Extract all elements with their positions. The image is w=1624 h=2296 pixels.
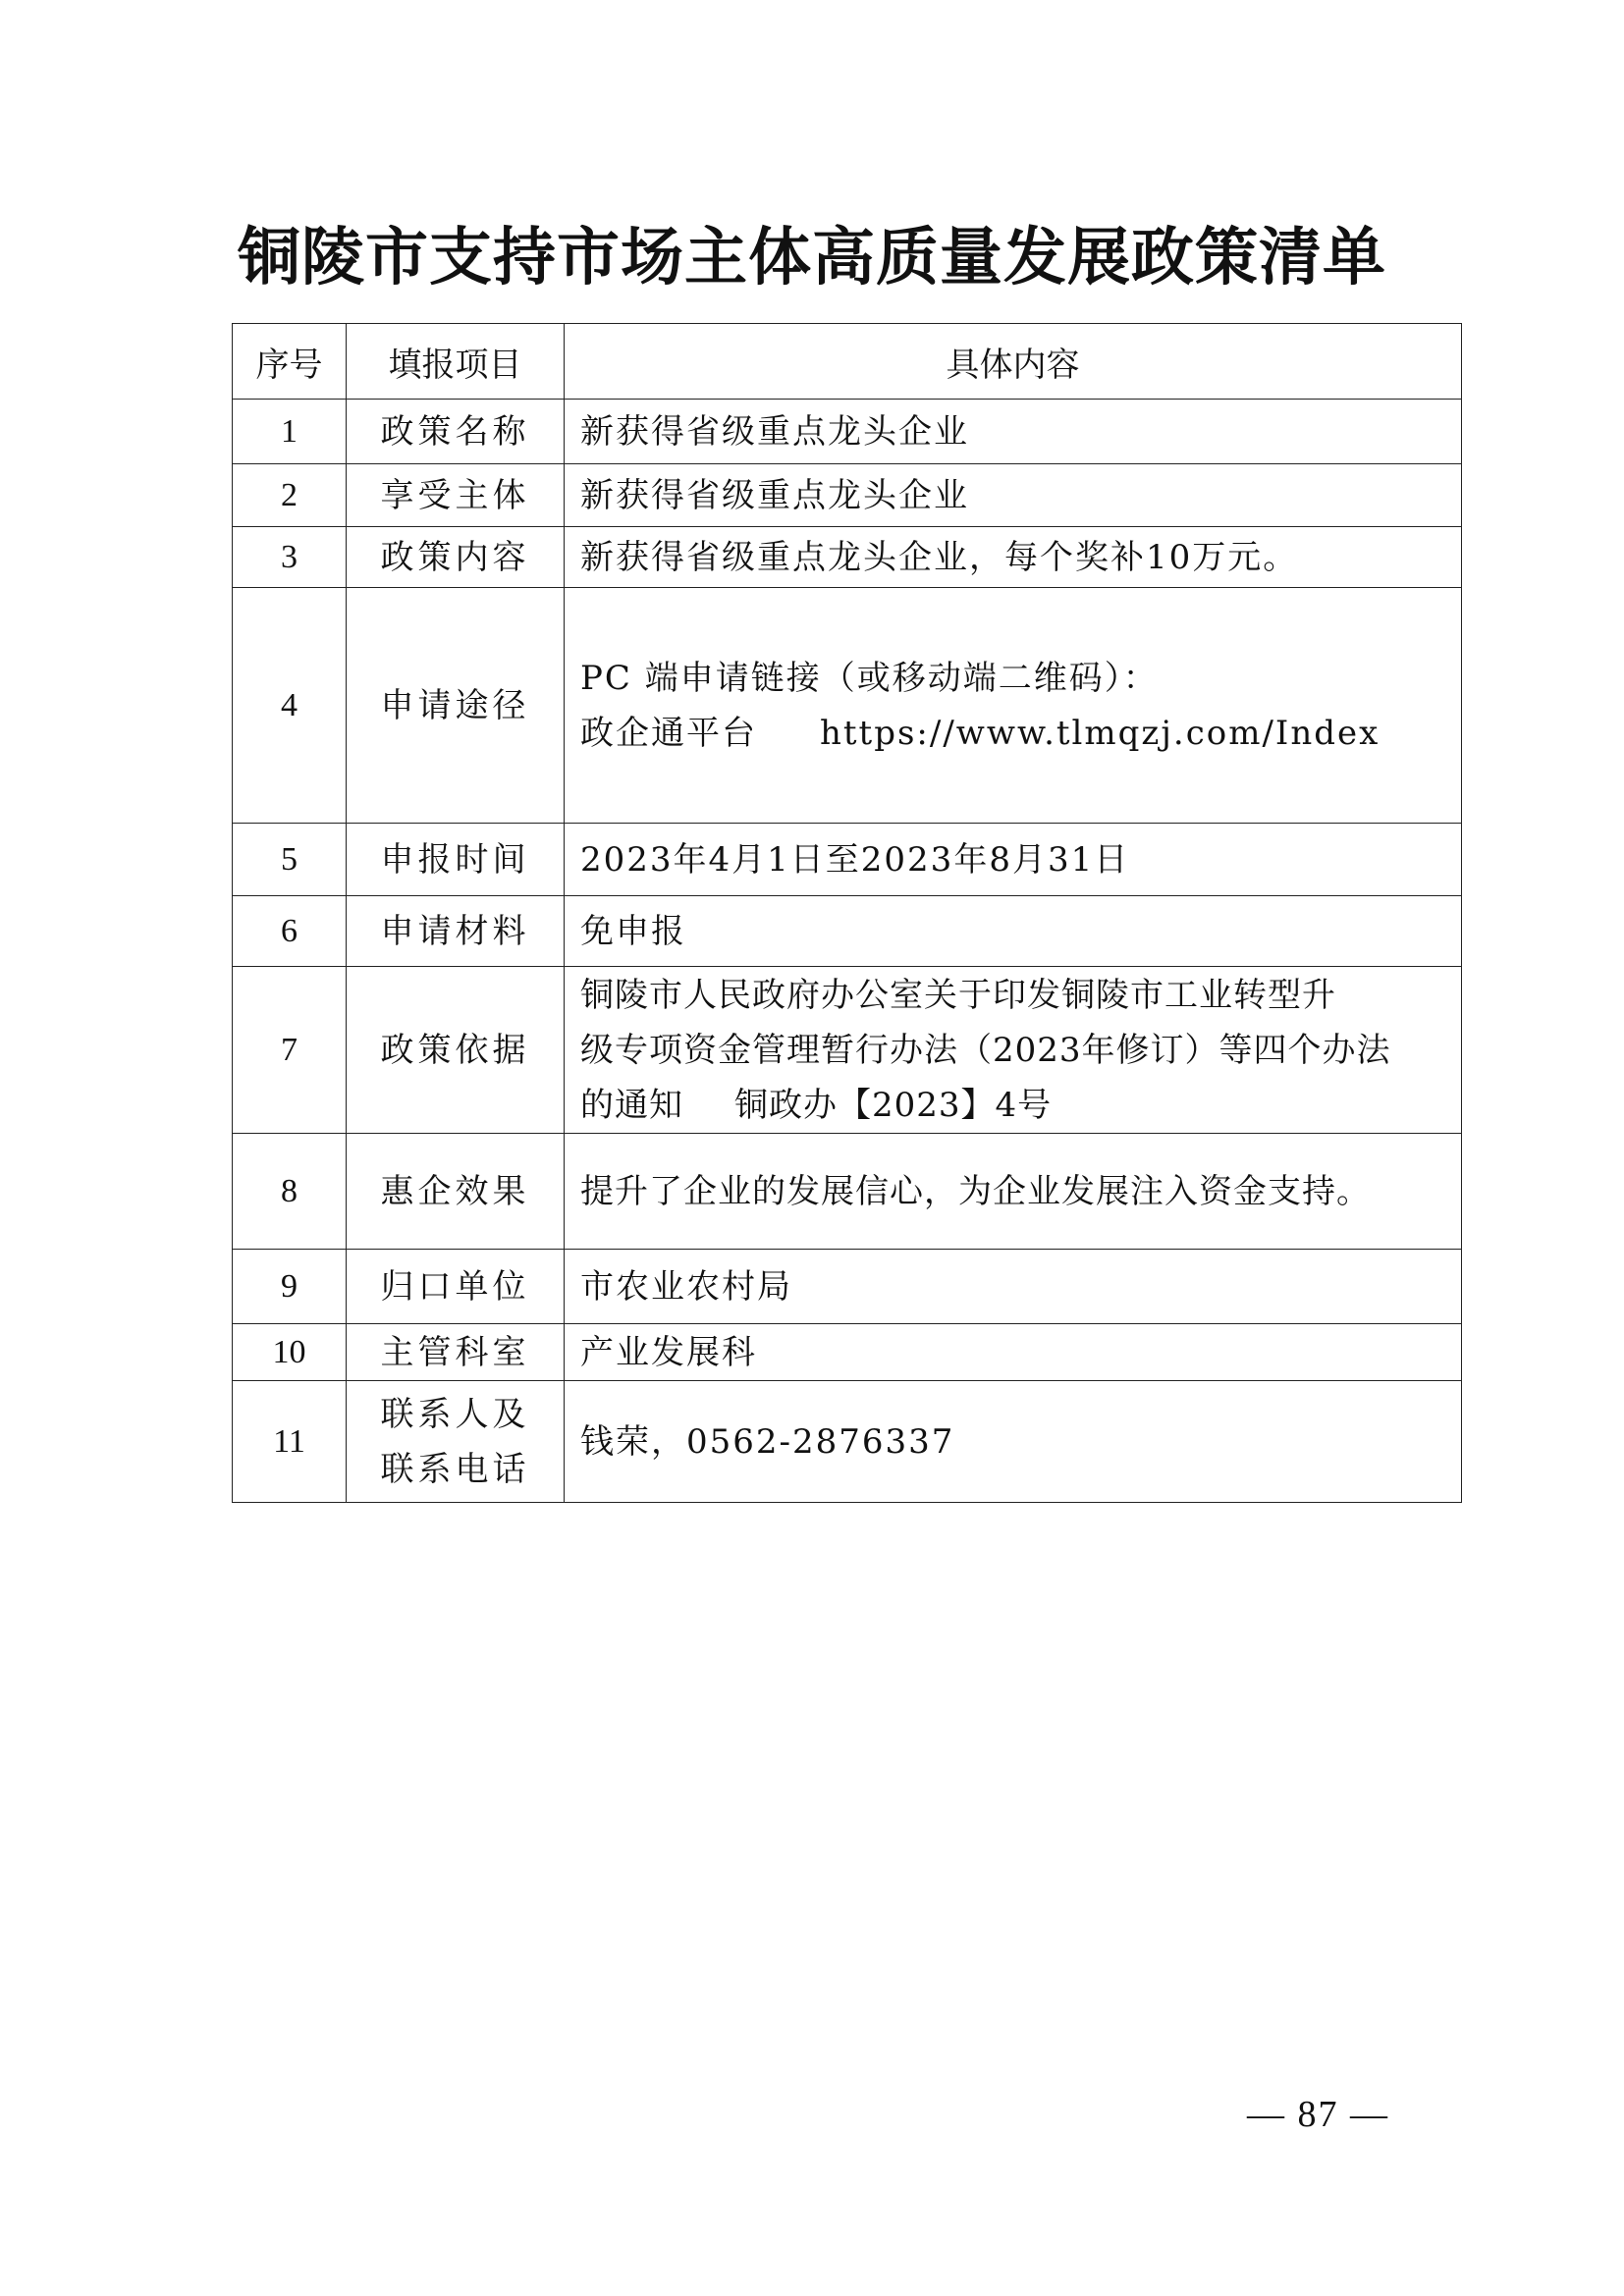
row-number: 8 xyxy=(233,1134,347,1250)
row-number: 7 xyxy=(233,967,347,1134)
row-item: 归口单位 xyxy=(347,1250,565,1324)
platform-url-link[interactable]: https://www.tlmqzj.com/Index xyxy=(820,713,1380,753)
row-item: 政策内容 xyxy=(347,527,565,588)
row-content: 产业发展科 xyxy=(565,1324,1462,1381)
header-content: 具体内容 xyxy=(565,324,1462,400)
row-item: 惠企效果 xyxy=(347,1134,565,1250)
row-number: 6 xyxy=(233,896,347,967)
table-row xyxy=(233,464,1462,527)
policy-table xyxy=(232,323,1462,1503)
row-content xyxy=(565,967,1462,1134)
application-link-label: PC 端申请链接（或移动端二维码）： xyxy=(580,658,1159,698)
row-item: 政策依据 xyxy=(347,967,565,1134)
basis-line xyxy=(580,1078,1451,1133)
header-item: 填报项目 xyxy=(347,324,565,400)
header-no: 序号 xyxy=(233,324,347,400)
row-item: 政策名称 xyxy=(347,400,565,464)
row-number: 9 xyxy=(233,1250,347,1324)
row-content xyxy=(565,588,1462,824)
page-number: — 87 — xyxy=(1247,2094,1389,2135)
application-platform-line xyxy=(580,706,1451,761)
platform-name: 政企通平台 xyxy=(580,713,757,753)
table-row xyxy=(233,896,1462,967)
table-row xyxy=(233,527,1462,588)
row-content: 钱荣，0562-2876337 xyxy=(565,1381,1462,1503)
row-content: 免申报 xyxy=(565,896,1462,967)
row-number: 11 xyxy=(233,1381,347,1503)
row-item: 申报时间 xyxy=(347,824,565,896)
table-row xyxy=(233,1134,1462,1250)
row-number: 4 xyxy=(233,588,347,824)
row-number: 2 xyxy=(233,464,347,527)
row-number: 5 xyxy=(233,824,347,896)
row-item xyxy=(347,1381,565,1503)
basis-line: 级专项资金管理暂行办法（2023年修订）等四个办法 xyxy=(580,1030,1391,1070)
row-content: 新获得省级重点龙头企业 xyxy=(565,400,1462,464)
row-item: 申请途径 xyxy=(347,588,565,824)
table-row xyxy=(233,1324,1462,1381)
row-number: 1 xyxy=(233,400,347,464)
row-item: 享受主体 xyxy=(347,464,565,527)
row-item: 主管科室 xyxy=(347,1324,565,1381)
table-row xyxy=(233,824,1462,896)
row-item: 申请材料 xyxy=(347,896,565,967)
row-content: 市农业农村局 xyxy=(565,1250,1462,1324)
contact-label-line: 联系电话 xyxy=(380,1449,530,1489)
basis-line: 铜陵市人民政府办公室关于印发铜陵市工业转型升 xyxy=(580,975,1336,1015)
basis-document-number: 铜政办【2023】4号 xyxy=(734,1085,1053,1125)
table-row xyxy=(233,967,1462,1134)
basis-notice-text: 的通知 xyxy=(580,1085,683,1125)
contact-label-line: 联系人及 xyxy=(380,1394,530,1434)
row-content: 新获得省级重点龙头企业，每个奖补10万元。 xyxy=(565,527,1462,588)
table-row xyxy=(233,588,1462,824)
row-number: 3 xyxy=(233,527,347,588)
row-content: 新获得省级重点龙头企业 xyxy=(565,464,1462,527)
table-row xyxy=(233,1250,1462,1324)
row-number: 10 xyxy=(233,1324,347,1381)
row-content: 2023年4月1日至2023年8月31日 xyxy=(565,824,1462,896)
page-title: 铜陵市支持市场主体高质量发展政策清单 xyxy=(238,222,1386,294)
table-row xyxy=(233,1381,1462,1503)
row-content: 提升了企业的发展信心，为企业发展注入资金支持。 xyxy=(565,1134,1462,1250)
table-header-row xyxy=(233,324,1462,400)
table-row xyxy=(233,400,1462,464)
